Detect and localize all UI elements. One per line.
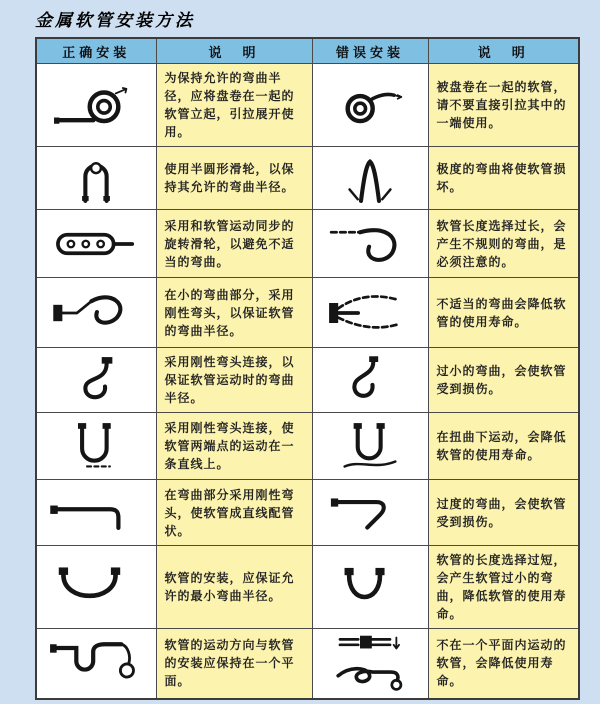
elbow-s-curve-icon xyxy=(51,351,141,409)
correct-desc-text: 采用和软管运动同步的旋转滑轮，以避免不适当的弯曲。 xyxy=(164,218,295,269)
correct-desc-text: 软管的运动方向与软管的安装应保持在一个平面。 xyxy=(164,638,295,689)
twisted-u-shape-icon xyxy=(325,416,415,476)
semicircular-pulley-icon xyxy=(51,149,141,207)
wrong-desc-cell xyxy=(428,546,579,629)
correct-desc-text: 使用半圆形滑轮，以保持其允许的弯曲半径。 xyxy=(164,162,295,194)
one-plane-trap-icon xyxy=(44,633,148,693)
correct-desc-text: 在小的弯曲部分，采用刚性弯头，以保证软管的弯曲半径。 xyxy=(164,287,295,338)
table-row xyxy=(36,413,579,480)
header-correct-explanation: 说 明 xyxy=(156,38,312,64)
correct-image-cell xyxy=(36,546,156,629)
improper-bend-flange-icon xyxy=(320,283,420,343)
wrong-image-cell xyxy=(312,546,428,629)
wrong-desc-cell xyxy=(428,348,579,413)
wrong-desc-text: 软管长度选择过长，会产生不规则的弯曲，是必须注意的。 xyxy=(436,218,567,269)
wrong-desc-cell xyxy=(428,278,579,348)
u-shape-endpoints-icon xyxy=(51,416,141,476)
correct-image-cell xyxy=(36,147,156,210)
table-row xyxy=(36,147,579,210)
correct-image-cell xyxy=(36,348,156,413)
correct-desc-cell xyxy=(156,278,312,348)
correct-image-cell xyxy=(36,480,156,546)
standing-coil-hose-icon xyxy=(44,80,148,130)
overlong-hose-loop-icon xyxy=(320,216,420,272)
correct-desc-cell xyxy=(156,210,312,278)
wrong-desc-text: 不在一个平面内运动的软管，会降低使用寿命。 xyxy=(436,638,567,689)
correct-desc-cell xyxy=(156,480,312,546)
table-row xyxy=(36,546,579,629)
wrong-image-cell xyxy=(312,348,428,413)
straight-piping-elbow-icon xyxy=(44,485,148,541)
correct-image-cell xyxy=(36,210,156,278)
wrong-desc-text: 软管的长度选择过短，会产生软管过小的弯曲，降低软管的使用寿命。 xyxy=(436,553,567,621)
wrong-desc-cell xyxy=(428,480,579,546)
wrong-desc-text: 极度的弯曲将使软管损坏。 xyxy=(436,162,567,194)
table-row xyxy=(36,210,579,278)
too-small-bend-hook-icon xyxy=(325,351,415,409)
wrong-desc-text: 被盘卷在一起的软管，请不要直接引拉其中的一端使用。 xyxy=(436,80,567,130)
wrong-image-cell xyxy=(312,413,428,480)
header-row xyxy=(36,38,579,64)
correct-desc-text: 采用刚性弯头连接，以保证软管运动时的弯曲半径。 xyxy=(164,355,295,405)
tight-short-u-bend-icon xyxy=(320,560,420,614)
wrong-desc-cell xyxy=(428,64,579,147)
table-row xyxy=(36,348,579,413)
wrong-desc-text: 过小的弯曲，会使软管受到损伤。 xyxy=(436,364,567,396)
correct-image-cell xyxy=(36,278,156,348)
table-row xyxy=(36,629,579,699)
correct-desc-text: 在弯曲部分采用刚性弯头，使软管成直线配管状。 xyxy=(164,487,295,538)
rotating-pulley-track-icon xyxy=(44,218,148,270)
correct-desc-cell xyxy=(156,413,312,480)
sharp-hairpin-bend-icon xyxy=(325,149,415,207)
page-title: 金属软管安装方法 xyxy=(35,11,195,30)
header-wrong-explanation: 说 明 xyxy=(428,38,579,64)
correct-desc-text: 采用刚性弯头连接，使软管两端点的运动在一条直线上。 xyxy=(164,421,295,471)
wrong-image-cell xyxy=(312,64,428,147)
installation-methods-table xyxy=(35,37,580,700)
wrong-desc-text: 在扭曲下运动，会降低软管的使用寿命。 xyxy=(436,430,567,462)
wide-u-bend-icon xyxy=(44,560,148,614)
wrong-image-cell xyxy=(312,210,428,278)
correct-image-cell xyxy=(36,629,156,699)
wrong-desc-text: 过度的弯曲，会使软管受到损伤。 xyxy=(436,496,567,529)
correct-desc-cell xyxy=(156,546,312,629)
wrong-desc-text: 不适当的弯曲会降低软管的使用寿命。 xyxy=(436,296,567,329)
rigid-elbow-small-bend-icon xyxy=(46,283,146,343)
header-wrong-install: 错误安装 xyxy=(312,38,428,64)
table-row xyxy=(36,278,579,348)
wrong-image-cell xyxy=(312,278,428,348)
correct-image-cell xyxy=(36,413,156,480)
wrong-desc-cell xyxy=(428,210,579,278)
table-row xyxy=(36,64,579,147)
wrong-image-cell xyxy=(312,147,428,210)
wrong-desc-cell xyxy=(428,629,579,699)
header-correct-install: 正确安装 xyxy=(36,38,156,64)
out-of-plane-hoses-icon xyxy=(320,632,420,694)
wrong-desc-cell xyxy=(428,413,579,480)
correct-desc-cell xyxy=(156,147,312,210)
table-row xyxy=(36,480,579,546)
correct-desc-text: 为保持允许的弯曲半径，应将盘卷在一起的软管立起，引拉展开使用。 xyxy=(164,71,295,139)
wrong-image-cell xyxy=(312,629,428,699)
wrong-image-cell xyxy=(312,480,428,546)
coil-pulled-from-end-icon xyxy=(320,80,420,130)
wrong-desc-cell xyxy=(428,147,579,210)
over-bent-elbow-icon xyxy=(320,485,420,541)
correct-image-cell xyxy=(36,64,156,147)
correct-desc-cell xyxy=(156,629,312,699)
correct-desc-cell xyxy=(156,64,312,147)
correct-desc-cell xyxy=(156,348,312,413)
correct-desc-text: 软管的安装，应保证允许的最小弯曲半径。 xyxy=(164,571,295,603)
